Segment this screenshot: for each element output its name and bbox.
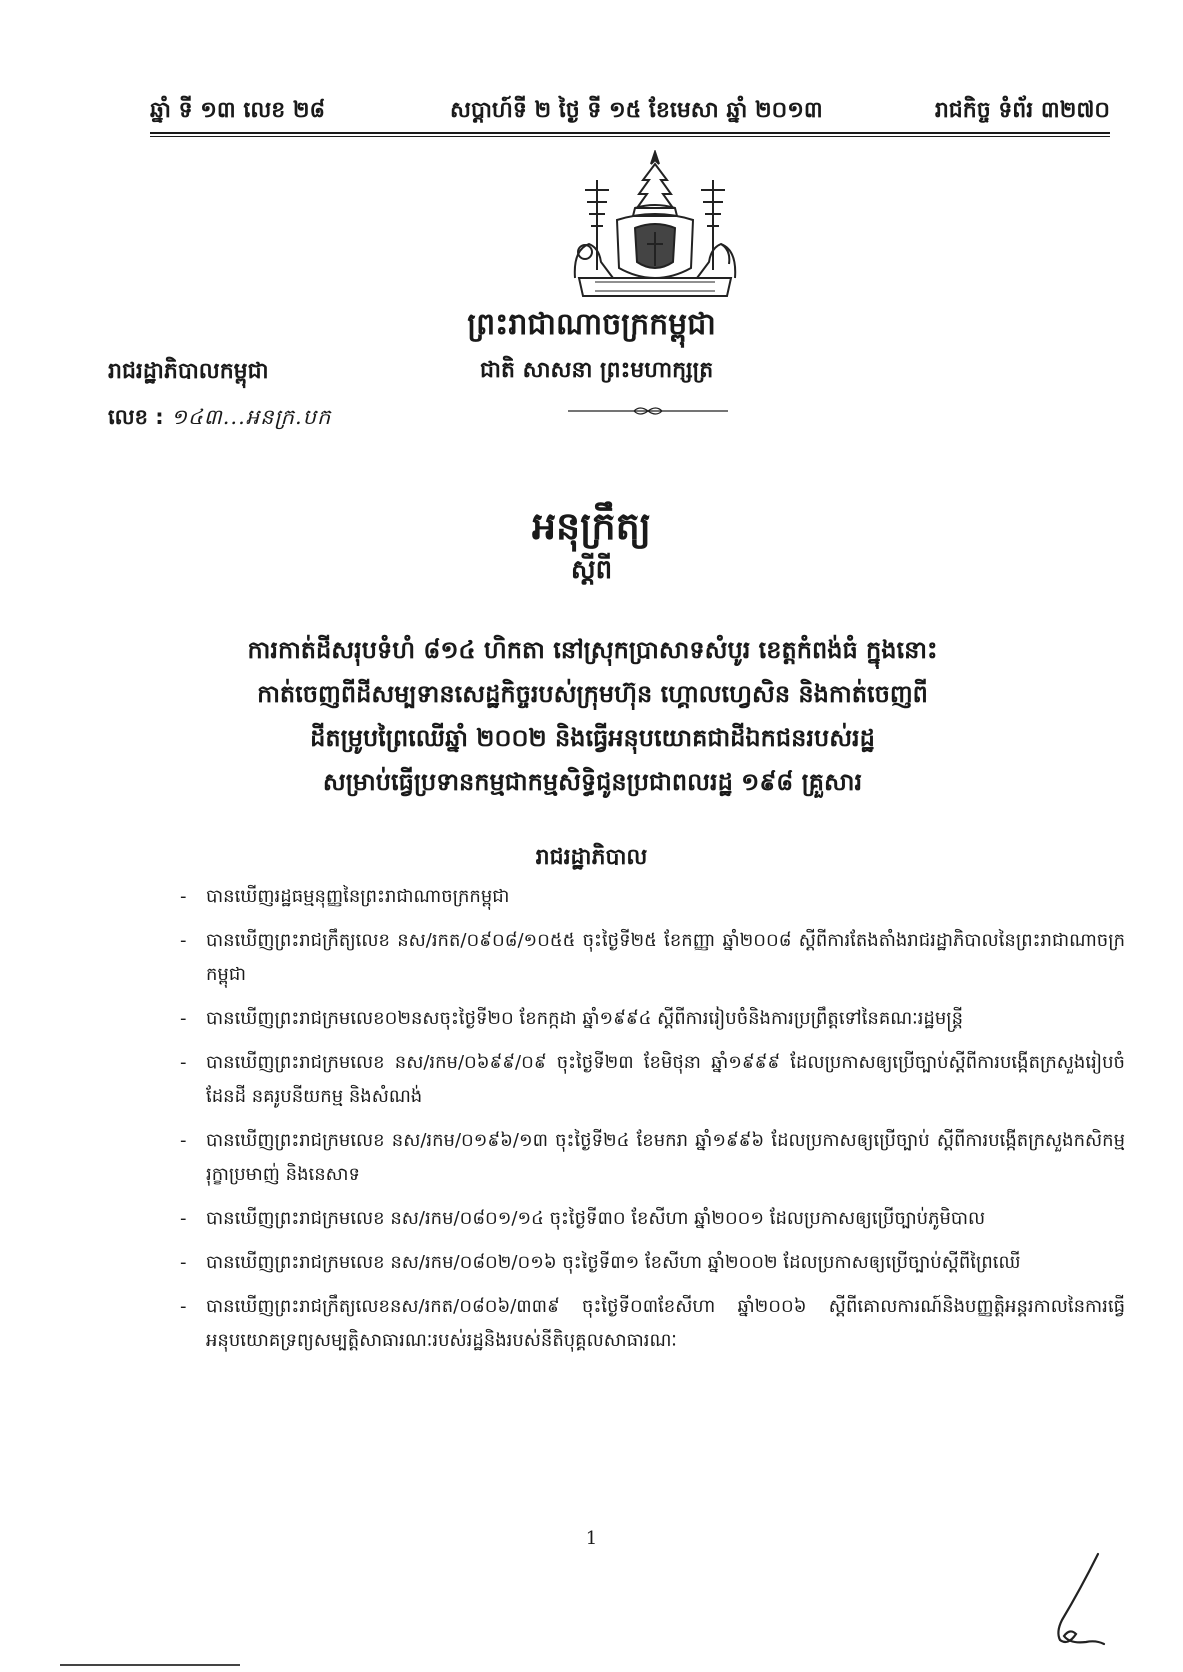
dash-bullet: - xyxy=(180,1130,187,1151)
list-item: - បានឃើញព្រះរាជក្រមលេខ០២នសចុះថ្ងៃទី២០ ខែកក្កដា ឆ្នាំ១៩៩៤ ស្តីពីការរៀបចំនិងការប្រព្រឹត្តទៅនៃគណៈរដ្ឋមន្ត្រី xyxy=(180,1002,1125,1036)
gazette-header xyxy=(150,96,1110,132)
gazette-issue: ឆ្នាំ ទី ១៣ លេខ ២៨ xyxy=(150,98,326,123)
dash-bullet: - xyxy=(180,886,187,907)
reference-label: លេខ : xyxy=(108,405,164,429)
initials-signature-icon xyxy=(1040,1550,1110,1650)
list-item: - បានឃើញព្រះរាជក្រមលេខ នស/រកម/០៨០១/១៤ ចុះថ្ងៃទី៣០ ខែសីហា ឆ្នាំ២០០១ ដែលប្រកាសឲ្យប្រើច្បាប់ភូមិបាល xyxy=(180,1202,1125,1236)
document-subject xyxy=(190,628,995,804)
dash-bullet: - xyxy=(180,1296,187,1317)
subject-line: កាត់ចេញពីដីសម្បទានសេដ្ឋកិច្ចរបស់ក្រុមហ៊ុន ហ្គោលហ្វេសិន និងកាត់ចេញពី xyxy=(257,680,928,708)
list-item: - បានឃើញព្រះរាជក្រឹត្យលេខ នស/រកត/០៩០៨/១០៥៥ ចុះថ្ងៃទី២៥ ខែកញ្ញា ឆ្នាំ២០០៨ ស្តីពីការតែងតាំងរាជរដ្ឋាភិបាលនៃព្រះរាជាណាចក្រកម្ពុជា xyxy=(180,924,1125,992)
gazette-page: រាជកិច្ច ទំព័រ ៣២៧០ xyxy=(934,98,1110,123)
subject-line: សម្រាប់ធ្វើប្រទានកម្មជាកម្មសិទ្ធិជូនប្រជាពលរដ្ឋ ១៩៨ គ្រួសារ xyxy=(322,768,863,796)
national-motto: ជាតិ សាសនា ព្រះមហាក្សត្រ xyxy=(480,358,714,383)
dash-bullet: - xyxy=(180,930,187,951)
dash-bullet: - xyxy=(180,1052,187,1073)
list-item: - បានឃើញព្រះរាជក្រមលេខ នស/រកម/០៨០២/០១៦ ចុះថ្ងៃទី៣១ ខែសីហា ឆ្នាំ២០០២ ដែលប្រកាសឲ្យប្រើច្បាប់ស្តីពីព្រៃឈើ xyxy=(180,1246,1125,1280)
subject-line: ការកាត់ដីសរុបទំហំ ៨១៤ ហិកតា នៅស្រុកប្រាសាទសំបូរ ខេត្តកំពង់ធំ ក្នុងនោះ xyxy=(247,636,938,664)
header-rule xyxy=(150,132,1110,134)
kingdom-name: ព្រះរាជាណាចក្រកម្ពុជា xyxy=(467,307,716,342)
footer-rule xyxy=(60,1664,240,1666)
list-item: - បានឃើញព្រះរាជក្រមលេខ នស/រកម/០៦៩៩/០៩ ចុះថ្ងៃទី២៣ ខែមិថុនា ឆ្នាំ១៩៩៩ ដែលប្រកាសឲ្យប្រើច្បាប់ស្តីពីការបង្កើតក្រសួងរៀបចំដែនដី នគរូបនីយកម្ម និងសំណង់ xyxy=(180,1046,1125,1114)
subject-line: ដីតម្រូបព្រៃឈើឆ្នាំ ២០០២ និងធ្វើអនុបយោគជាដីឯកជនរបស់រដ្ឋ xyxy=(310,724,875,752)
gazette-date: សប្តាហ៍ទី ២ ថ្ងៃ ទី ១៥ ខែមេសា ឆ្នាំ ២០១៣ xyxy=(450,98,823,123)
list-item: - បានឃើញព្រះរាជក្រមលេខ នស/រកម/០១៩៦/១៣ ចុះថ្ងៃទី២៤ ខែមករា ឆ្នាំ១៩៩៦ ដែលប្រកាសឲ្យប្រើច្បាប់ ស្តីពីការបង្កើតក្រសួងកសិកម្ម រុក្ខាប្រមាញ់ និងនេសាទ xyxy=(180,1124,1125,1192)
page-number: 1 xyxy=(585,1528,598,1549)
considerations-list xyxy=(180,880,1125,1368)
dash-bullet: - xyxy=(180,1252,187,1273)
header-rule-thin xyxy=(150,136,1110,137)
reference-handwritten-number: ១៤៣...អនក្រ.បក xyxy=(171,405,332,429)
reference-number xyxy=(108,404,331,435)
list-item: - បានឃើញរដ្ឋធម្មនុញ្ញនៃព្រះរាជាណាចក្រកម្ពុជា xyxy=(180,880,1125,914)
royal-coat-of-arms-icon xyxy=(555,150,755,305)
document-title: អនុក្រឹត្យ xyxy=(531,503,652,548)
ornament-divider-icon xyxy=(568,404,728,418)
document-about: ស្តីពី xyxy=(570,555,613,585)
dash-bullet: - xyxy=(180,1208,187,1229)
dash-bullet: - xyxy=(180,1008,187,1029)
list-item: - បានឃើញព្រះរាជក្រឹត្យលេខនស/រកត/០៨០៦/៣៣៩ ចុះថ្ងៃទី០៣ខែសីហា ឆ្នាំ២០០៦ ស្តីពីគោលការណ៍និងបញ្ញត្តិអន្តរកាលនៃការធ្វើអនុបយោគទ្រព្យសម្បត្តិសាធារណៈរបស់រដ្ឋនិងរបស់នីតិបុគ្គលសាធារណៈ xyxy=(180,1290,1125,1358)
body-heading: រាជរដ្ឋាភិបាល xyxy=(535,845,648,870)
issuing-government: រាជរដ្ឋាភិបាលកម្ពុជា xyxy=(108,359,269,384)
